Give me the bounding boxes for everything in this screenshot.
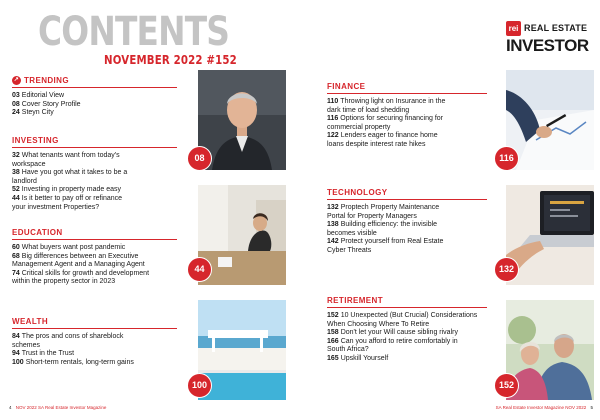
toc-entry[interactable]: 122 Lenders eager to finance home loans despite interest rate hikes — [327, 132, 438, 148]
toc-entry[interactable]: 74 Critical skills for growth and development within the property sector in 2023 — [12, 269, 150, 286]
section-header-finance — [327, 82, 497, 91]
toc-entry[interactable]: 110 Throwing light on Insurance in the dark time of load shedding — [327, 98, 446, 114]
toc-entry[interactable]: 68 Big differences between an Executive Management Agent and a Managing Agent — [12, 252, 145, 269]
section-title: FINANCE — [327, 82, 366, 91]
section-education — [12, 228, 187, 287]
page-title: CONTENTS — [38, 9, 230, 55]
page-badge: 44 — [187, 257, 212, 282]
toc-entry[interactable]: 138 Building efficiency: the invisible becomes visible — [327, 221, 438, 237]
section-header-investing — [12, 136, 182, 145]
footer-left — [6, 405, 106, 410]
section-rule — [327, 93, 487, 94]
toc-entry[interactable]: 44 Is it better to pay off or refinance your investment Properties? — [12, 194, 123, 211]
toc-entry[interactable]: 132 Proptech Property Maintenance Portal for Property Managers — [327, 204, 440, 220]
section-header-technology — [327, 188, 497, 197]
page-badge: 132 — [494, 257, 519, 282]
section-rule — [12, 239, 177, 240]
section-rule — [327, 199, 487, 200]
page-badge: 100 — [187, 373, 212, 398]
section-header-trending — [12, 76, 182, 85]
section-rule — [12, 328, 177, 329]
toc-entry[interactable]: 142 Protect yourself from Real Estate Cyber Threats — [327, 238, 444, 254]
section-trending — [12, 76, 182, 118]
retirement-photo[interactable] — [506, 300, 594, 400]
footer-right-text: SA Real Estate Investor Magazine NOV 2022 — [495, 405, 587, 410]
section-header-wealth — [12, 317, 182, 326]
section-wealth — [12, 317, 182, 367]
toc-entry[interactable]: 24 Steyn City — [12, 109, 54, 117]
technology-photo[interactable] — [506, 185, 594, 285]
section-finance — [327, 82, 497, 150]
toc-entry[interactable]: 52 Investing in property made easy — [12, 186, 122, 194]
logo-bottom-text: INVESTOR — [506, 36, 589, 55]
toc-entry[interactable]: 84 The pros and cons of shareblock schemes — [12, 333, 124, 349]
section-title: RETIREMENT — [327, 296, 383, 305]
toc-entry[interactable]: 03 Editorial View — [12, 92, 65, 99]
section-title: TRENDING — [24, 76, 69, 85]
section-title: EDUCATION — [12, 228, 63, 237]
footer-left-text: NOV 2022 SA Real Estate Investor Magazine — [15, 405, 107, 410]
section-technology — [327, 188, 497, 256]
section-header-retirement — [327, 296, 502, 305]
toc-entry[interactable]: 60 What buyers want post pandemic — [12, 244, 126, 251]
retired-couple-image — [506, 300, 594, 400]
section-rule — [12, 87, 177, 88]
logo-mark: rei — [506, 21, 521, 36]
page-badge: 08 — [187, 146, 212, 171]
toc-entry[interactable]: 166 Can you afford to retire comfortably in South Africa? — [327, 337, 458, 354]
rei-logo — [506, 20, 596, 60]
toc-entry[interactable]: 165 Upskill Yourself — [327, 354, 389, 362]
footer-right — [496, 405, 596, 410]
page-number-left: 4 — [9, 405, 12, 410]
logo-top-text: REAL ESTATE — [524, 23, 588, 33]
toc-entry[interactable]: 94 Trust in the Trust — [12, 350, 75, 358]
section-retirement — [327, 296, 502, 364]
toc-entry[interactable]: 08 Cover Story Profile — [12, 100, 81, 108]
section-rule — [12, 147, 177, 148]
section-title: INVESTING — [12, 136, 59, 145]
laptop-image — [506, 185, 594, 285]
page-number-right: 5 — [590, 405, 593, 410]
trending-icon: ↗ — [13, 77, 20, 83]
section-header-education — [12, 228, 187, 237]
toc-entry[interactable]: 158 Don't let your Will cause sibling rivalry — [327, 329, 458, 337]
toc-entry[interactable]: 38 Have you got what it takes to be a landlord — [12, 169, 128, 185]
page-badge: 152 — [494, 373, 519, 398]
toc-entry[interactable]: 152 10 Unexpected (But Crucial) Considerations When Choosing Where To Retire — [327, 312, 478, 328]
section-title: TECHNOLOGY — [327, 188, 388, 197]
section-title: WEALTH — [12, 317, 49, 326]
toc-entry[interactable]: 116 Options for securing financing for commercial property — [327, 115, 444, 131]
finance-image — [506, 70, 594, 170]
section-investing — [12, 136, 182, 212]
page-badge: 116 — [494, 146, 519, 171]
toc-entry[interactable]: 100 Short-term rentals, long-term gains — [12, 358, 134, 366]
finance-photo[interactable] — [506, 70, 594, 170]
toc-entry[interactable]: 32 What tenants want from today's workspace — [12, 152, 120, 168]
issue-label: NOVEMBER 2022 #152 — [104, 53, 237, 67]
section-rule — [327, 307, 487, 308]
